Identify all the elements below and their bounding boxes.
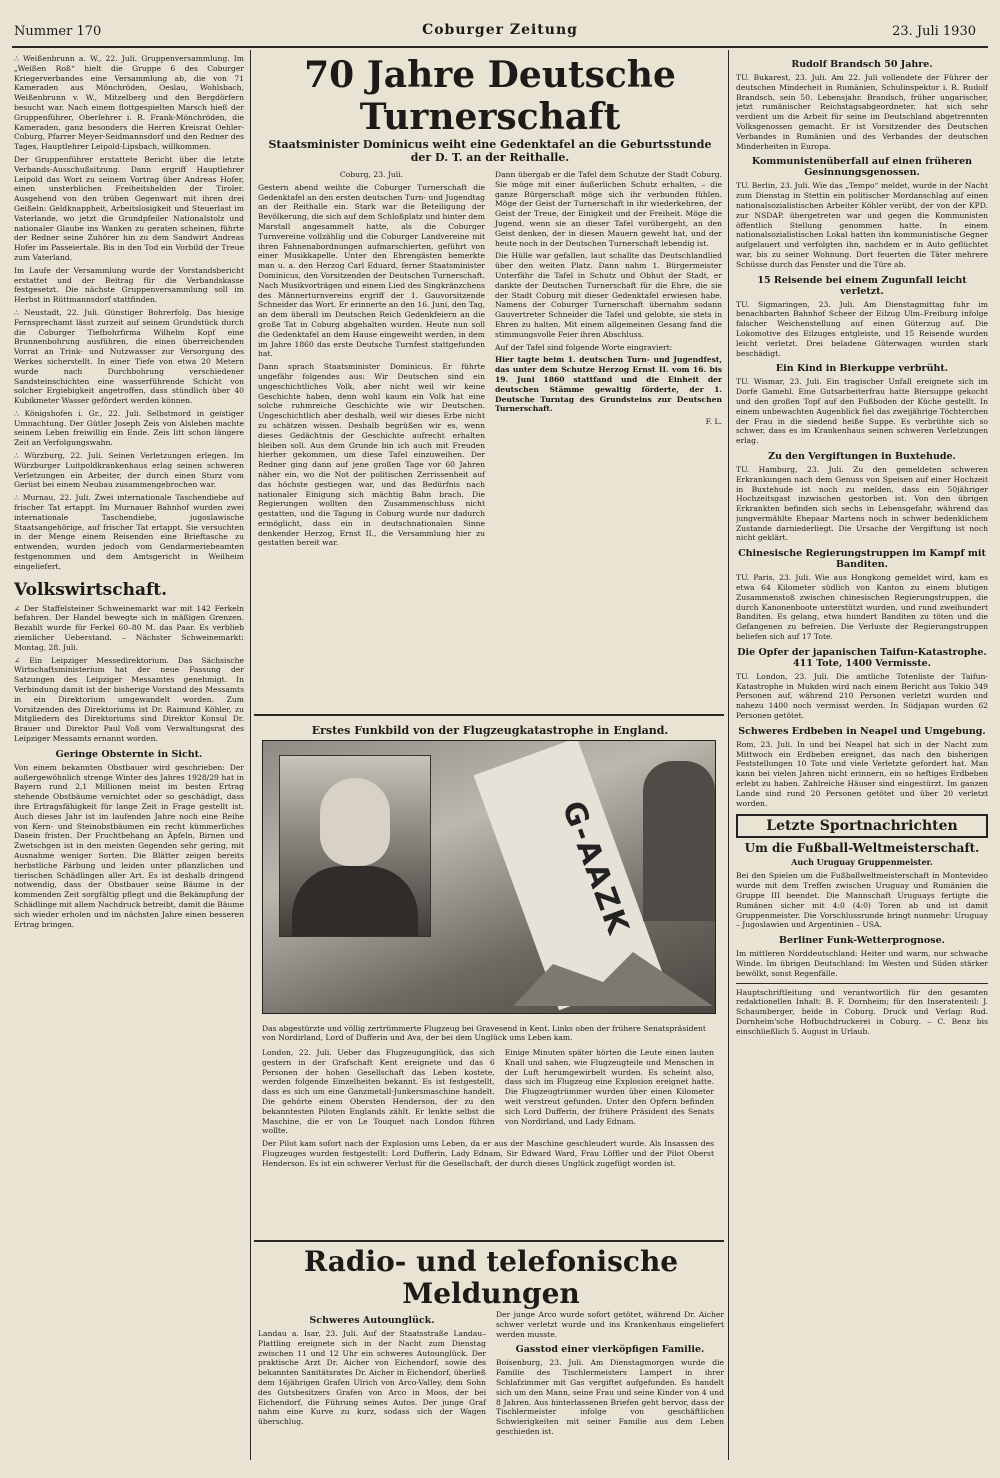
column-divider: [728, 50, 729, 1460]
article-murnau: ∴ Murnau, 22. Juli. Zwei internationale Taschendiebe auf frischer Tat ertappt. Im Murnauer Bahnhof wurden zwei internationale Taschendiebe, jugoslawische Staatsangehörige, auf frischer Tat ertappt. Sie versuchten in der Menge einem Reisenden eine Brieftasche zu entwenden, wurden jedoch vom Gendarmeriebeamten festgenommen und dem Amtsgericht in Weilheim eingeliefert.: [14, 493, 244, 571]
article-weissenbrunn-cont: Der Gruppenführer erstattete Bericht über die letzte Verbands-Ausschußsitzung. Dann ergriff Hauptlehrer Leipold das Wort zu seinem Vortrag über Andreas Hofer, einen unsterblichen Freiheitshelden der Tiroler. Ausgehend von den trüben Gegenwart mit ihren drei Geißeln: Geldknappheit, Arbeitslosigkeit und Steuerlast im Vaterlande, wo jetzt die Grundpfeiler Nationalstolz und nationaler Glaube ins Wanken zu geraten scheinen, führte der Redner seine Zuhörer hin zu dem Sandwirt Andreas Hofer im Passeiertale. Bis in den Tod ein Vorbild der Treue zum Vaterland.: [14, 154, 244, 262]
right-paragraph-1: TU. Bukarest, 23. Juli. Am 22. Juli vollendete der Führer der deutschen Minderheit in Rumänien, Schulinspektor i. R. Rudolf Brandsch, sein 50. Lebensjahr. Brandsch, früher ungarischer, jetzt rumänischer Reichstagsabgeordneter, hat sich sehr verdient um die Arbeit für seine im Deutschland abgetrennten Volksgenossen gemacht. Er ist Vorsitzender des Deutschen Verbandes in Rumänien und des Verbandes der deutschen Minderheiten in Europa.: [736, 73, 988, 151]
main-article-right: [495, 170, 722, 551]
right-heading-3: 15 Reisende bei einem Zugunfall leicht verletzt.: [757, 274, 967, 297]
radio-heading-2: Gasstod einer vierköpfigen Familie.: [515, 1344, 705, 1356]
article-messedirektorium: ∠ Ein Leipziger Messedirektorium. Das Sächsische Wirtschaftsministerium hat der neue Fassung der Satzungen des Leipziger Messamtes genehmigt. In Verbindung damit ist der bisherige Vorstand des Messamts in ein Direktorium umgewandelt worden. Zum Vorsitzenden des Direktoriums ist Dr. Raimund Köhler, zu Mitgliedern des Direktoriums sind Direktor Konsul Dr. Brauer und Direktor Paul Voß vom Verwaltungsrat des Leipziger Messamts ernannt worden.: [14, 655, 244, 743]
sport-paragraph: Bei den Spielen um die Fußballweltmeisterschaft in Montevideo wurde mit dem Treffen zwischen Uruguay und Rumänien die Gruppe III beendet. Die Mannschaft Uruguays fertigte die Rumänen sicher mit 4:0 (4:0) Toren ab und ist damit Gruppenmeister. Die Vorschlussrunde bringt nunmehr: Uruguay – Jugoslawien und Argentinien – USA.: [736, 871, 988, 930]
crash-article: [262, 1048, 714, 1238]
main-paragraph-1: Gestern abend weihte die Coburger Turnerschaft die Gedenktafel an den ersten deutschen Turn- und Jugendtag an der Reithalle ein. Stark war die Beteiligung der Bevölkerung, die sich auf dem Schloßplatz und hinter dem Marstall angesammelt hatte, als die Coburger Turnvereine vollzählig und die Coburger Landvereine mit ihren Fahnenabordnungen aufmarschierten, geführt von einer Musikkapelle. Unter den Ehrengästen bemerkte man u. a. den Herzog Carl Eduard, ferner Staatsminister Dominicus, den Vorsitzenden der Deutschen Turnerschaft. Nach Musikvorträgen und einem Lied des Singkränzchens des Männerturnvereins ergriff der 1. Gauvorsitzende Schneider das Wort. Er erinnerte an den 16. Juni, den Tag, an dem überall im Deutschen Reich Gedenkfeiern an die große Tat in Coburg abgehalten wurden. Heute nun soll die Gedenktafel an dem Hause eingeweiht werden, in dem im Jahre 1860 das erste Deutsche Turnfest stattgefunden hat.: [258, 182, 485, 359]
photo-caption: Das abgestürzte und völlig zertrümmerte Flugzeug bei Gravesend in Kent. Links oben der frühere Senatspräsident von Nordirland, Lord of Dufferin und Ava, der bei dem Unglück ums Leben kam.: [262, 1023, 706, 1043]
portrait-suit: [292, 866, 418, 936]
column-divider: [250, 50, 251, 1460]
section-rule: [254, 1240, 724, 1242]
article-neustadt: ∴ Neustadt, 22. Juli. Günstiger Bohrerfolg. Das hiesige Fernsprechamt lässt zurzeit auf seinem Grundstück durch die Coburger Tiefbohrfirma Wilhelm Kopf eine Brunnenbohrung ausführen, die einen überreichenden Vorrat an Trink- und Nutzwasser zur Versorgung des Werkes sicherstellt. In einer Tiefe von etwa 20 Metern wurde nach Durchbohrung verschiedener Sandsteinschichten eine wasserführende Schicht von solcher Ergiebigkeit angetroffen, dass stündlich über 40 Kubikmeter Wasser gefördert werden können.: [14, 307, 244, 406]
radio-left: [258, 1310, 486, 1440]
photo-article-title: Erstes Funkbild von der Flugzeugkatastrophe in England.: [311, 724, 669, 737]
crash-paragraph-1: London, 22. Juli. Ueber das Flugzeugunglück, das sich gestern in der Grafschaft Kent ereignete und das 6 Personen der hohen Gesellschaft das Leben kostete, werden folgende Einzelheiten bekannt. Es ist festgestellt, dass es sich um eine Ganzmetall-Junkersmaschine handelt. Die gehörte einem Obersten Henderson, der zu den bekanntesten Piloten Englands zählt. Er lenkte selbst die Maschine, die er von Le Touquet nach London führen wollte.: [262, 1048, 495, 1136]
right-paragraph-4: TU. Wismar, 23. Juli. Ein tragischer Unfall ereignete sich im Dorfe Gamehl. Eine Gutsarbeiterfrau hatte Biersuppe gekocht und den großen Topf auf den Fußboden der Küche gestellt. In einem unbewachten Augenblick fiel das zweijährige Töchterchen der Frau in die siedend heiße Suppe. Es verbrühte sich so schwer, dass es im Krankenhaus seinen schweren Verletzungen erlag.: [736, 377, 988, 446]
tafel-intro: Auf der Tafel sind folgende Worte eingraviert:: [495, 342, 673, 352]
obsternte-heading: Geringe Obsternte in Sicht.: [55, 748, 203, 760]
sport-title: Um die Fußball-Weltmeisterschaft.: [744, 841, 980, 856]
tafel-inscription: Hier tagte beim 1. deutschen Turn- und Jugendfest, das unter dem Schutze Herzog Ernst II. vom 16. bis 19. Juni 1860 stattfand und die Einheit der deutschen Stämme gewaltig förderte, der 1. Deutsche Turntag des Grundsteins zur Deutschen Turnerschaft.: [495, 355, 722, 414]
left-column: [14, 54, 244, 1464]
article-weissenbrunn: ∴ Weißenbrunn a. W., 22. Juli. Gruppenversammlung. Im „Weißen Roß“ hielt die Gruppe 6 des Coburger Kriegerverbandes eine Versammlung ab, die von 71 Kameraden aus Mönchröden, Oeslau, Wohlsbach, Weißenbrunn v. W., Mitzelberg und den Bergdörfern besucht war. Nach einem flottgespielten Marsch hieß der Gruppenführer, Oberlehrer i. R. Frank-Mönchröden, die Kameraden, ganz besonders die Herren Kreisrat Oehler-Coburg, Pfarrer Meyer-Seidmannsdorf und den Redner des Tages, Hauptlehrer Leipold-Lipsbach, willkommen.: [14, 54, 244, 152]
right-paragraph-2: TU. Berlin, 23. Juli. Wie das „Tempo“ meldet, wurde in der Nacht zum Dienstag in Stettin ein politischer Mordanschlag auf einen nationalsozialistischen Arbeiter Köhler verübt, der von der KPD. zur NSDAP. übergetreten war und gegen die Kommunisten öffentlich Stellung genommen hatte. In einem nationalsozialistischen Lokal hatten ihn kommunistische Gegner aufgelauert und verfolgten ihn, nachdem er in Auto geflüchtet war, bis zu seiner Wohnung. Dort feuerten die Täter mehrere Schüsse durch das Fenster und die Türe ab.: [736, 181, 988, 269]
radio-title: Radio- und telefonische Meldungen: [303, 1246, 679, 1310]
sport-subtitle: Auch Uruguay Gruppenmeister.: [791, 857, 933, 868]
crash-paragraph-3: Der Pilot kam sofort nach der Explosion ums Leben, da er aus der Maschine geschleudert wurde. Als Insassen des Flugzeuges wurden festgestellt: Lord Dufferin, Lady Ednam, Sir Edward Ward, Frau Löffler und der Pilot Oberst Henderson. Es ist ein schwerer Verlust für die Gesellschaft, der durch dieses Unglück zugefügt worden ist.: [262, 1139, 714, 1168]
trees: [643, 761, 715, 921]
right-paragraph-6: TU. Paris, 23. Juli. Wie aus Hongkong gemeldet wird, kam es etwa 64 Kilometer südlich von Kanton zu einem blutigen Zusammenstoß zwischen chinesischen Regierungstruppen, die durch Kanonenboote unterstützt wurden, und rund zweihundert Banditen. Es gelang, etwa hundert Banditen zu töten und die Gefangenen zu befreien. Die Verluste der Regierungstruppen beliefen sich auf 17 Tote.: [736, 573, 988, 642]
right-heading-2: Kommunistenüberfall auf einen früheren Gesinnungsgenossen.: [751, 156, 973, 179]
right-heading-8: Schweres Erdbeben in Neapel und Umgebung.: [738, 725, 986, 737]
radio-paragraph-1: Landau a. Isar, 23. Juli. Auf der Staatsstraße Landau–Plattling ereignete sich in der Nacht zum Dienstag zwischen 11 und 12 Uhr ein schweres Autounglück. Der praktische Arzt Dr. Aicher von Eichendorf, sowie des bekannten Sanitätsrates Dr. Aicher in Eichendorf, überließ dem 16jährigen Grafen Ulrich von Arco-Valley, dem Sohn des Gutsbesitzers Grafen von Arco in Moos, der bei Eichendorf, die Führung seines Autos. Der junge Graf nahm eine Kurve zu kurz, sodass sich der Wagen überschlug.: [258, 1329, 486, 1427]
page-number: Nummer 170: [14, 24, 102, 39]
imprint-rule: [736, 983, 988, 984]
portrait-head: [320, 778, 390, 866]
right-heading-7: Die Opfer der japanischen Taifun-Katastrophe. 411 Tote, 1400 Vermisste.: [737, 646, 987, 669]
radio-paragraph-3: Boisenburg, 23. Juli. Am Dienstagmorgen wurde die Familie des Tischlermeisters Lampert in ihrer Schlafzimmer mit Gas vergiftet aufgefunden. Es handelt sich um den Mann, seine Frau und seine Kinder von 4 und 8 Jahren. Aus hinterlassenen Briefen geht hervor, dass der Tischlermeister infolge von geschäftlichen Schwierigkeiten mit seiner Familie aus dem Leben geschieden ist.: [496, 1358, 724, 1436]
right-column: [736, 54, 988, 1464]
main-subheadline: Staatsminister Dominicus weiht eine Gedenktafel an die Geburtsstunde der D. T. an der Reithalle.: [268, 138, 712, 164]
main-paragraph-3: Dann übergab er die Tafel dem Schutze der Stadt Coburg. Sie möge mit einer äußerlichen Schutz erhalten, – die ganze Bürgerschaft möge sich ihr verbunden fühlen. Möge der Geist der Turnerschaft in ihr wiederkehren, der Geist der Treue, der Einigkeit und der Freiheit. Möge die Jugend, wenn sie an dieser Tafel vorübergeht, an den Geist denken, der in diesen Mauern geweht hat, und der heute noch in der Deutschen Turnerschaft lebendig ist.: [495, 170, 722, 248]
crash-paragraph-2: Einige Minuten später hörten die Leute einen lauten Knall und sahen, wie Flugzeugteile und Menschen in der Luft herumgewirbelt wurden. Es scheint also, dass sich im Flugzeug eine Explosion ereignet hatte. Die Flugzeugtrümmer wurden über einen Kilometer weit verstreut gefunden. Unter den Opfern befinden sich Lord Dufferin, der frühere Präsident des Senats von Nordirland, und Lady Ednam.: [504, 1048, 714, 1126]
right-heading-4: Ein Kind in Bierkuppe verbrüht.: [775, 363, 949, 375]
article-schweinemarkt: ∠ Der Staffelsteiner Schweinemarkt war mit 142 Ferkeln befahren. Der Handel bewegte sich in mäßigen Grenzen. Bezahlt wurde für Ferkel 60–80 M. das Paar. Es verblieb ziemlicher Ueberstand. – Nächster Schweinemarkt: Montag, 28. Juli.: [14, 603, 244, 652]
right-paragraph-8: Rom, 23. Juli. In und bei Neapel hat sich in der Nacht zum Mittwoch ein Erdbeben ereignet, das nach den bisherigen Feststellungen 10 Tote und viele Verletzte gefordert hat. Man kann bei vielen Jahren nicht erinnern, ein so heftiges Erdbeben erlebt zu haben. Zahlreiche Häuser sind eingestürzt. Im ganzen Lande sind rund 20 Personen getötet und über 20 verletzt worden.: [736, 739, 988, 808]
main-article: [258, 54, 722, 714]
right-paragraph-3: TU. Sigmaringen, 23. Juli. Am Dienstagmittag fuhr im benachbarten Bahnhof Scheer der Eilzug Ulm–Freiburg infolge falscher Weichenstellung auf einen Güterzug auf. Die Lokomotive des Eilzuges entgleiste, und 15 Reisende wurden leicht verletzt. Drei beladene Güterwagen wurden stark beschädigt.: [736, 299, 988, 358]
radio-right: [496, 1310, 724, 1440]
plane-registration: G-AAZK: [554, 796, 636, 941]
main-paragraph-2: Dann sprach Staatsminister Dominicus. Er führte ungefähr folgendes aus: Wir Deutschen sind ein ungeschichtliches Volk, aber nicht weil wir keine Geschichte haben, denn wohl kaum ein Volk hat eine solche ruhmreiche Geschichte wie wir Deutschen. Ungeschichtlich aber deshalb, weil wir dieses Erbe nicht zu schätzen wissen. Deshalb begrüßen wir es, wenn dieses Gedächtnis der Geschichte aufrecht erhalten bleiben soll. Aus dem Grunde bin ich auch mit Freuden hierher gekommen, um diese Tafel einzuweihen. Der Redner ging dann auf jene großen Tage vor 60 Jahren näher ein, wo die Not der politischen Zerrissenheit auf das höchste gestiegen war, und das Bedürfnis nach nationaler Einigung sich mächtig Bahn brach. Die Regierungen wollten den Zusammenschluss nicht gestatten, und die Tagung in Coburg wurde nur dadurch ermöglicht, dass ein in deutschnationalen Sinne denkender Herzog, Ernst II., die Versammlung hier zu gestatten bereit war.: [258, 362, 485, 548]
imprint: Hauptschriftleitung und verantwortlich für den gesamten redaktionellen Inhalt: B. F. Dornheim; für den Inseratenteil: J. Schaumberger, beide in Coburg. Druck und Verlag: Rud. Dornheim'sche Hofbuchdruckerei in Coburg. – C. Benz bis einschließlich 5. August in Urlaub.: [736, 987, 988, 1036]
right-paragraph-5: TU. Hamburg, 23. Juli. Zu den gemeldeten schweren Erkrankungen nach dem Genuss von Speisen auf einer Hochzeit in Buxtehude ist noch zu melden, dass ein 50jähriger Hochzeitsgast inzwischen gestorben ist. Von den übrigen Erkrankten befinden sich sechs in Lebensgefahr, während das jungvermählte Ehepaar Martens noch in schwer bedenklichem Zustande darniederliegt. Die Ursache der Vergiftung ist noch nicht geklärt.: [736, 464, 988, 543]
section-rule: [254, 714, 724, 716]
sport-box-title: Letzte Sportnachrichten: [736, 814, 988, 838]
radio-section: [258, 1246, 724, 1466]
issue-date: 23. Juli 1930: [892, 24, 976, 39]
weather-title: Berliner Funk-Wetterprognose.: [779, 935, 945, 947]
crash-article-body: [262, 1048, 714, 1139]
economy-title: Volkswirtschaft.: [14, 579, 168, 600]
right-heading-5: Zu den Vergiftungen in Buxtehude.: [768, 450, 956, 462]
weather-paragraph: Im mittleren Norddeutschland: Heiter und warm, nur schwache Winde. Im übrigen Deutschland: Im Westen und Süden stärker bewölkt, sonst Regenfälle.: [736, 949, 988, 978]
main-article-left: [258, 170, 485, 551]
article-obsternte: Von einem bekannten Obstbauer wird geschrieben: Der außergewöhnlich strenge Winter des Jahres 1928/29 hat in Bayern rund 2,1 Millionen meist im besten Ertrag stehende Obstbäume vernichtet oder so geschädigt, dass ihre Ertragsfähigkeit für lange Zeit in Frage gestellt ist. Auch dieses Jahr ist im laufenden Jahre noch eine Reihe von Kern- und Steinobstbäumen ein recht kümmerliches Dasein fristen. Der Fruchtbehang an Äpfeln, Birnen und Zwetschgen ist in den meisten Gegenden sehr gering, mit Ausnahme weniger Sorten. Die Blätter zeigen bereits herbstliche Färbung und leiden unter pflanzlichen und tierischen Schädlingen aller Art. Es ist deshalb dringend notwendig, dass der Obstbauer seine Bäume in der kommenden Zeit sorgfältig pflegt und die Bekämpfung der Schädlinge mit allem Nachdruck betreibt, damit die Bäume sich wieder erholen und im nächsten Jahre einen besseren Ertrag bringen.: [14, 762, 244, 929]
radio-paragraph-2: Der junge Arco wurde sofort getötet, während Dr. Aicher schwer verletzt wurde und ins Krankenhaus eingeliefert werden musste.: [496, 1310, 724, 1339]
right-heading-1: Rudolf Brandsch 50 Jahre.: [791, 59, 933, 70]
radio-body: [258, 1310, 724, 1440]
page-header: [0, 0, 1000, 44]
photo-article-title-wrap: [258, 720, 722, 738]
main-headline: 70 Jahre Deutsche Turnerschaft: [304, 54, 676, 138]
photo-caption-wrap: [262, 1016, 714, 1046]
main-article-body: [258, 170, 722, 551]
newspaper-name: Coburger Zeitung: [422, 22, 578, 38]
right-paragraph-7: TU. London, 23. Juli. Die amtliche Totenliste der Taifun-Katastrophe in Mukden wird nach einem Bericht aus Tokio 349 Personen auf, während 210 Personen verletzt wurden und nahezu 1400 noch vermisst werden. In Südjapan wurden 62 Personen getötet.: [736, 671, 988, 721]
dateline: Coburg, 23. Juli.: [339, 170, 404, 179]
main-paragraph-4: Die Hülle war gefallen, laut schallte das Deutschlandlied über den weiten Platz. Dann nahm 1. Bürgermeister Unterfähr die Tafel in Schutz und Obhut der Stadt, er dankte der Deutschen Turnerschaft für die Ehre, die sie der Stadt Coburg mit dieser Gedenktafel erwiesen habe. Namens der Coburger Turnerschaft übernahm sodann Gauvertreter Schneider die Tafel und gelobte, sie stets in Ehren zu halten. Mit einem allgemeinen Gesang fand die stimmungsvolle Feier ihren Abschluss.: [495, 251, 722, 339]
radio-heading-1: Schweres Autounglück.: [309, 1315, 435, 1326]
author-signature: F. L.: [705, 417, 722, 427]
portrait-inset: [279, 755, 431, 937]
right-heading-6: Chinesische Regierungstruppen im Kampf mit Banditen.: [738, 548, 986, 571]
crash-photo: [262, 740, 716, 1014]
article-wuerzburg: ∴ Würzburg, 22. Juli. Seinen Verletzungen erlegen. Im Würzburger Luitpoldkrankenhaus erlag seinen schweren Verletzungen ein Arbeiter, der durch einen Sturz vom Gerüst bei einem Neubau zusammengebrochen war.: [14, 451, 244, 490]
article-weissenbrunn-end: Im Laufe der Versammlung wurde der Vorstandsbericht erstattet und der Beitrag für die Verbandskasse festgesetzt. Die nächste Gruppenversammlung soll im Herbst in Rüttmannsdorf stattfinden.: [14, 265, 244, 305]
header-rule: [12, 46, 988, 48]
article-koenigshofen: ∴ Königshofen i. Gr., 22. Juli. Selbstmord in geistiger Umnachtung. Der Gütler Joseph Zeis von Alsleben machte seinem Leben freiwillig ein Ende. Zeis litt schon längere Zeit an Verfolgungswahn.: [14, 408, 244, 448]
